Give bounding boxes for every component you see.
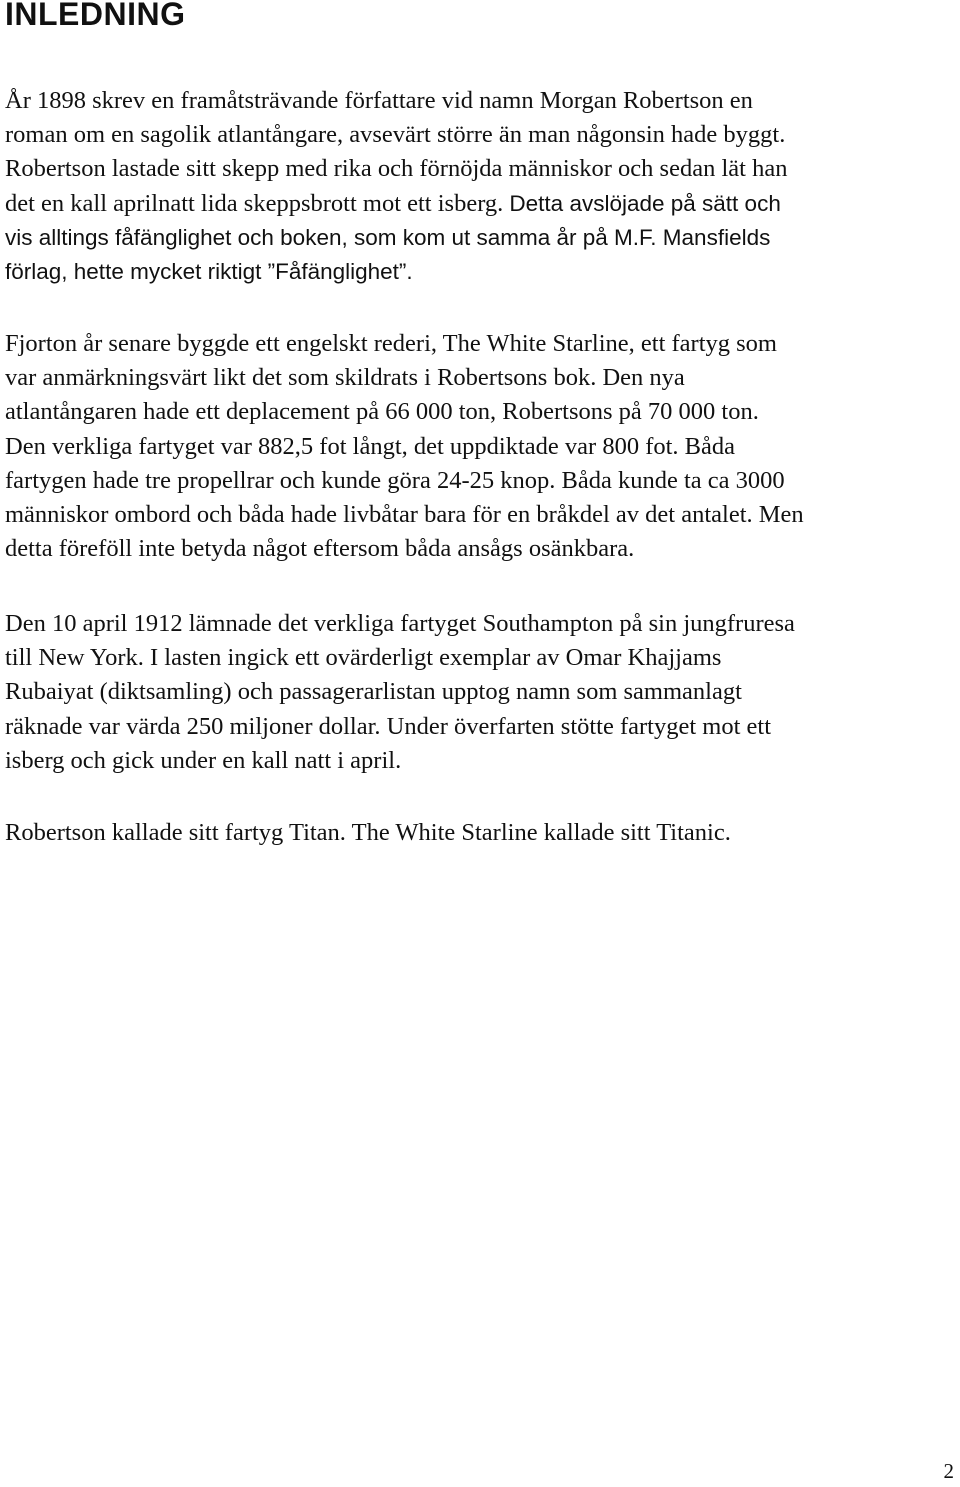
text-line: fartygen hade tre propellrar och kunde göra 24-25 knop. Båda kunde ta ca 3000	[5, 466, 785, 494]
text-line: till New York. I lasten ingick ett ovärderligt exemplar av Omar Khajjams	[5, 644, 722, 672]
paragraph-3	[5, 607, 955, 778]
text-line: räknade var värda 250 miljoner dollar. Under överfarten stötte fartyget mot ett	[5, 712, 772, 740]
text-line: Fjorton år senare byggde ett engelskt rederi, The White Starline, ett fartyg som	[5, 330, 777, 357]
text-line: atlantångaren hade ett deplacement på 66 000 ton, Robertsons på 70 000 ton.	[5, 398, 759, 426]
text-line: människor ombord och båda hade livbåtar bara för en bråkdel av det antalet. Men	[5, 501, 804, 529]
text-line: var anmärkningsvärt likt det som skildrats i Robertsons bok. Den nya	[5, 364, 685, 392]
text-segment: det en kall aprilnatt lida skeppsbrott mot ett isberg.	[5, 189, 504, 217]
page-heading: INLEDNING	[5, 0, 186, 32]
text-line: Robertson kallade sitt fartyg Titan. The White Starline kallade sitt Titanic.	[5, 819, 731, 846]
text-line: roman om en sagolik atlantångare, avsevärt större än man någonsin hade byggt.	[5, 121, 786, 149]
text-line-mixed	[5, 187, 955, 221]
text-line: förlag, hette mycket riktigt ”Fåfänglighet”.	[5, 259, 413, 285]
text-line: Robertson lastade sitt skepp med rika och förnöjda människor och sedan lät han	[5, 155, 788, 183]
paragraph-1	[5, 84, 955, 289]
text-line: Den verkliga fartyget var 882,5 fot långt, det uppdiktade var 800 fot. Båda	[5, 432, 736, 460]
paragraph-4	[5, 816, 955, 850]
text-line: vis alltings fåfänglighet och boken, som kom ut samma år på M.F. Mansfields	[5, 224, 771, 250]
paragraph-2	[5, 327, 955, 566]
text-line: isberg och gick under en kall natt i april.	[5, 746, 402, 774]
text-line: Rubaiyat (diktsamling) och passagerarlistan upptog namn som sammanlagt	[5, 678, 742, 706]
text-line: detta föreföll inte betyda något eftersom båda ansågs osänkbara.	[5, 535, 635, 563]
text-line: Den 10 april 1912 lämnade det verkliga fartyget Southampton på sin jungfruresa	[5, 610, 795, 637]
text-line: År 1898 skrev en framåtsträvande författare vid namn Morgan Robertson en	[5, 87, 753, 114]
text-segment-sans: Detta avslöjade på sätt och	[509, 190, 781, 216]
page-number: 2	[943, 1459, 954, 1483]
